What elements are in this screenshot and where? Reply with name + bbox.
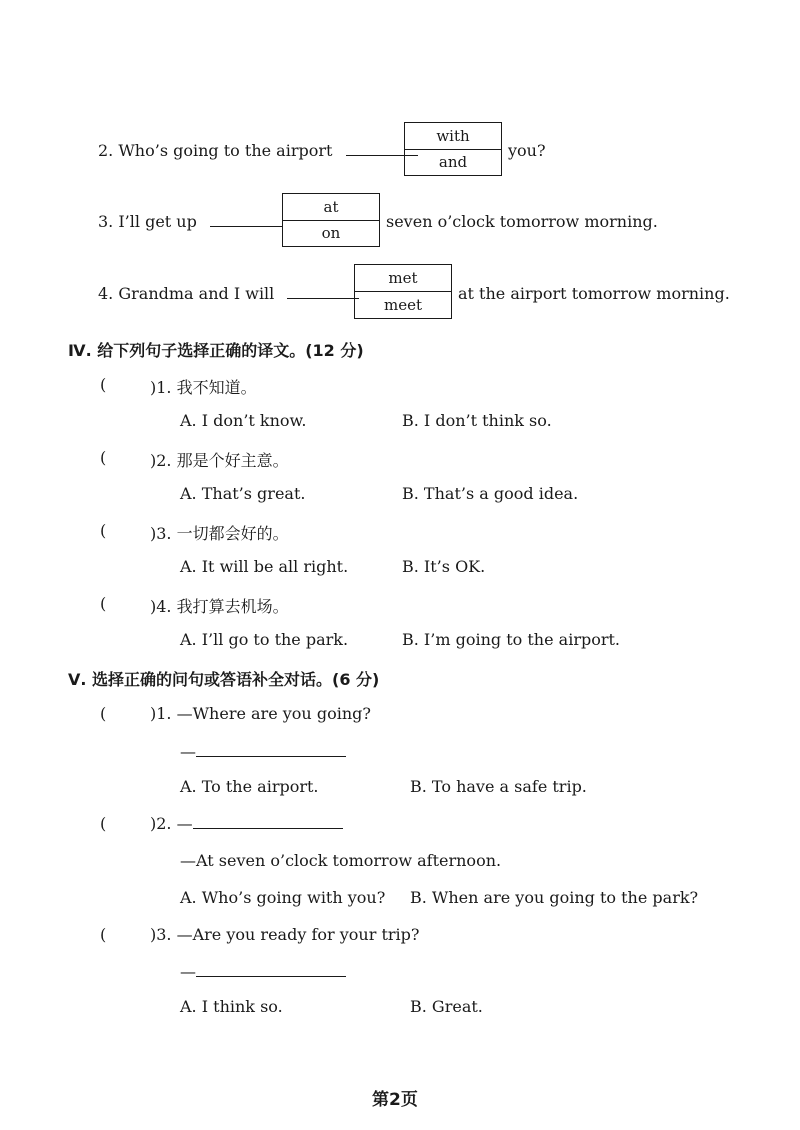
dialogue-response: —At seven o’clock tomorrow afternoon. bbox=[180, 851, 502, 870]
option-b: B. I’m going to the airport. bbox=[402, 630, 620, 649]
option-a: A. To the airport. bbox=[180, 777, 319, 796]
question-4-3: )3. 一切都会好的。 bbox=[150, 524, 289, 543]
option-b: B. To have a safe trip. bbox=[410, 777, 587, 796]
option-and[interactable]: and bbox=[405, 149, 501, 176]
question-5-2 bbox=[150, 814, 343, 833]
question-3-3 bbox=[98, 212, 282, 231]
answer-paren[interactable]: ( bbox=[100, 925, 107, 944]
option-b: B. It’s OK. bbox=[402, 557, 486, 576]
question-3-4 bbox=[98, 284, 359, 303]
answer-paren[interactable]: ( bbox=[100, 521, 107, 540]
answer-blank[interactable] bbox=[287, 284, 359, 299]
option-box bbox=[282, 193, 380, 247]
answer-paren[interactable]: ( bbox=[100, 448, 107, 467]
option-on[interactable]: on bbox=[283, 220, 379, 247]
option-a: A. I think so. bbox=[180, 997, 283, 1016]
answer-blank[interactable] bbox=[193, 814, 343, 829]
answer-blank[interactable] bbox=[210, 212, 282, 227]
question-text-after: you? bbox=[508, 141, 546, 160]
option-a: A. It will be all right. bbox=[180, 557, 349, 576]
dash: — bbox=[180, 742, 196, 761]
option-a: A. I’ll go to the park. bbox=[180, 630, 349, 649]
question-text-after: seven o’clock tomorrow morning. bbox=[386, 212, 658, 231]
question-4-1: )1. 我不知道。 bbox=[150, 378, 257, 397]
option-box bbox=[354, 264, 452, 319]
dash: — bbox=[180, 962, 196, 981]
answer-paren[interactable]: ( bbox=[100, 594, 107, 613]
section-4-title: Ⅳ. 给下列句子选择正确的译文。(12 分) bbox=[68, 341, 364, 360]
answer-paren[interactable]: ( bbox=[100, 375, 107, 394]
question-3-2 bbox=[98, 141, 418, 160]
question-text-after: at the airport tomorrow morning. bbox=[458, 284, 730, 303]
question-5-3: )3. —Are you ready for your trip? bbox=[150, 925, 420, 944]
option-b: B. Great. bbox=[410, 997, 483, 1016]
option-meet[interactable]: meet bbox=[355, 291, 451, 318]
question-4-2: )2. 那是个好主意。 bbox=[150, 451, 289, 470]
answer-blank[interactable] bbox=[196, 962, 346, 977]
question-text: )2. — bbox=[150, 814, 193, 833]
option-with[interactable]: with bbox=[436, 126, 470, 145]
answer-paren[interactable]: ( bbox=[100, 704, 107, 723]
option-b: B. That’s a good idea. bbox=[402, 484, 579, 503]
option-a: A. That’s great. bbox=[180, 484, 306, 503]
question-text: 4. Grandma and I will bbox=[98, 284, 275, 303]
dialogue-response bbox=[180, 742, 346, 761]
option-b: B. When are you going to the park? bbox=[410, 888, 699, 907]
option-a: A. Who’s going with you? bbox=[180, 888, 386, 907]
dialogue-response bbox=[180, 962, 346, 981]
question-text: 2. Who’s going to the airport bbox=[98, 141, 333, 160]
option-at[interactable]: at bbox=[323, 197, 339, 216]
option-a: A. I don’t know. bbox=[180, 411, 307, 430]
question-4-4: )4. 我打算去机场。 bbox=[150, 597, 289, 616]
option-met[interactable]: met bbox=[388, 269, 418, 287]
section-5-title: Ⅴ. 选择正确的问句或答语补全对话。(6 分) bbox=[68, 670, 380, 689]
answer-blank[interactable] bbox=[196, 742, 346, 757]
page-number: 第2页 bbox=[372, 1090, 418, 1110]
answer-paren[interactable]: ( bbox=[100, 814, 107, 833]
option-b: B. I don’t think so. bbox=[402, 411, 552, 430]
option-box bbox=[404, 122, 502, 176]
question-text: 3. I’ll get up bbox=[98, 212, 197, 231]
question-5-1: )1. —Where are you going? bbox=[150, 704, 371, 723]
